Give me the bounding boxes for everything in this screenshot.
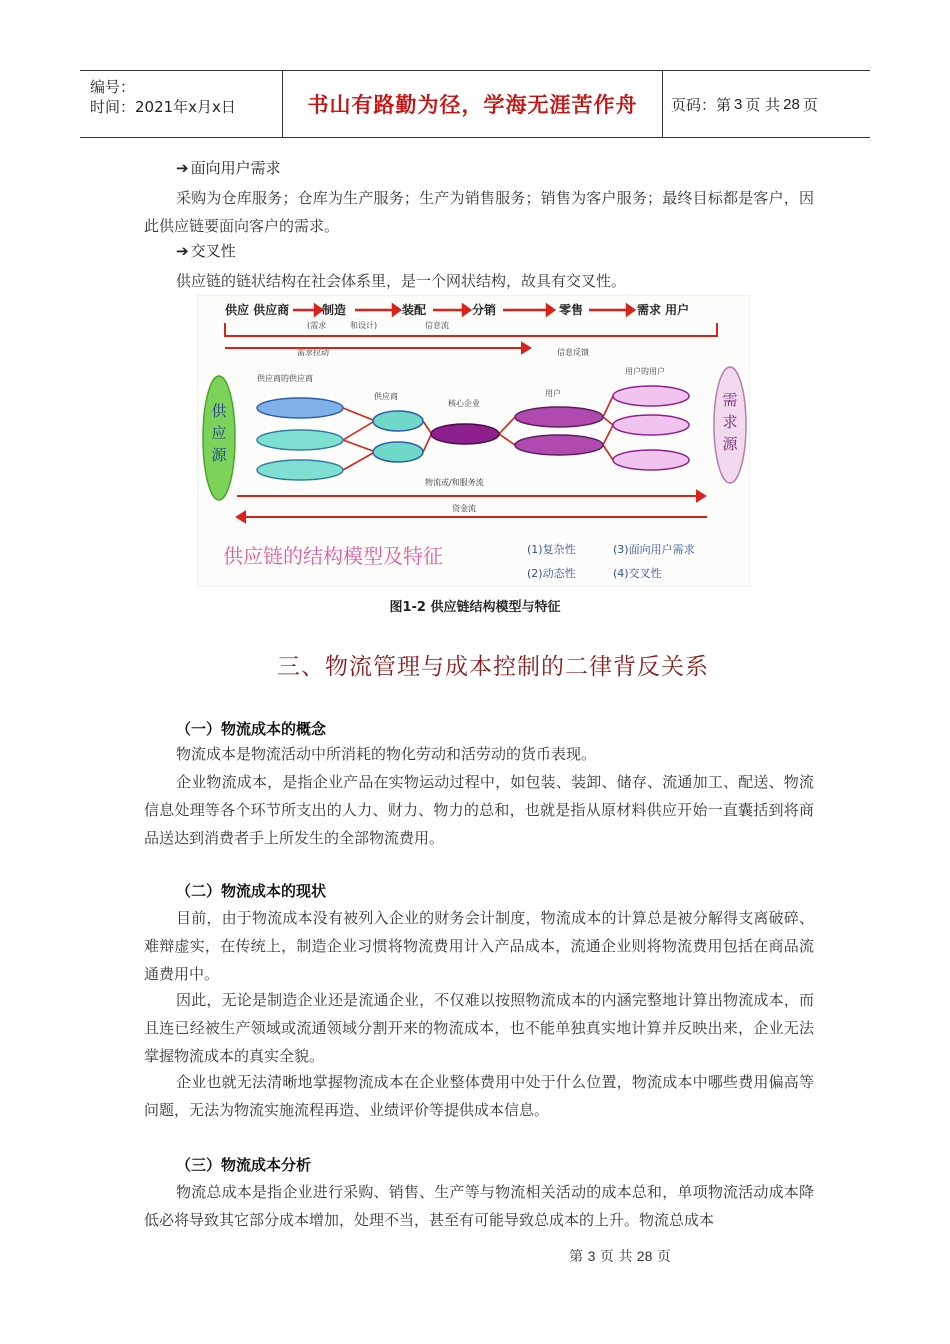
paragraph: 因此，无论是制造企业还是流通企业，不仅难以按照物流成本的内涵完整地计算出物流成本，而且连已经被生产领域或流通领域分割开来的物流成本，也不能单独真实地计算并反映出来，企业无法掌握物流成本的真实全貌。 xyxy=(144,991,814,1065)
chain-node-supplier: 供应 供应商 xyxy=(225,303,290,317)
core-label: 核心企业 xyxy=(448,399,480,408)
customer-label: 用户 xyxy=(545,389,561,398)
figure-caption: 图1-2 供应链结构模型与特征 xyxy=(389,600,561,615)
customer-of-customer-nodes xyxy=(613,386,689,470)
right-source-c3: 源 xyxy=(722,435,738,453)
chain-sub-design: 和设计) xyxy=(350,321,378,330)
customer-of-customer-label: 用户的用户 xyxy=(625,367,665,376)
left-source-c2: 应 xyxy=(211,424,227,442)
footer-suffix: 页 xyxy=(656,1249,671,1265)
arrow-right-icon: ➔ xyxy=(176,159,189,177)
paragraph: 目前，由于物流成本没有被列入企业的财务会计制度，物流成本的计算总是被分解得支离破碎、难辩虚实，在传统上，制造企业习惯将物流费用计入产品成本，流通企业则将物流费用包括在商品流通费用中。 xyxy=(144,909,814,983)
paragraph: 采购为仓库服务；仓库为生产服务；生产为销售服务；销售为客户服务；最终目标都是客户，因此供应链要面向客户的需求。 xyxy=(144,189,814,235)
chain-node-distribution: 分销 xyxy=(472,303,497,317)
page-mid: 页 共 xyxy=(745,95,781,114)
header-motto: 书山有路勤为径，学海无涯苦作舟 xyxy=(283,71,663,137)
paragraph: 企业也就无法清晰地掌握物流成本在企业整体费用中处于什么位置，物流成本中哪些费用偏高等问题，无法为物流实施流程再造、业绩评价等提供成本信息。 xyxy=(144,1073,814,1119)
bullet-customer-demand xyxy=(176,157,281,178)
feature-3: (3)面向用户需求 xyxy=(613,543,695,556)
paragraph: 物流总成本是指企业进行采购、销售、生产等与物流相关活动的成本总和，单项物流活动成本降低必将导致其它部分成本增加，处理不当，甚至有可能导致总成本的上升。物流总成本 xyxy=(144,1183,814,1229)
arrow-right-icon: ➔ xyxy=(176,242,189,260)
flow1-label: 物流或/和服务流 xyxy=(425,478,484,487)
supplier-of-supplier-nodes xyxy=(257,398,343,480)
supplier-of-supplier-label: 供应商的供应商 xyxy=(257,374,313,383)
figure-big-title: 供应链的结构模型及特征 xyxy=(223,544,443,568)
supplier-label: 供应商 xyxy=(374,392,398,401)
bullet-text: 面向用户需求 xyxy=(190,159,281,177)
page-prefix: 页码：第 xyxy=(671,95,732,114)
footer-page-number: 3 xyxy=(587,1248,596,1264)
left-source xyxy=(203,376,235,500)
right-source-c1: 需 xyxy=(722,391,738,409)
bullet-text: 交叉性 xyxy=(190,242,236,260)
footer-mid: 页 共 xyxy=(599,1249,633,1265)
footer-page-total: 28 xyxy=(636,1248,653,1264)
feature-1: (1)复杂性 xyxy=(527,543,576,556)
core-node xyxy=(431,424,499,444)
section-title: 三、物流管理与成本控制的二律背反关系 xyxy=(277,654,709,680)
supply-chain-figure xyxy=(197,295,750,587)
subsection-heading: （一）物流成本的概念 xyxy=(176,720,327,738)
page-total: 28 xyxy=(783,95,800,113)
subsection-heading: （二）物流成本的现状 xyxy=(176,882,327,900)
header-page-info xyxy=(663,71,870,137)
chain-node-manufacture: 制造 xyxy=(322,303,347,317)
bullet-crossing xyxy=(176,240,236,261)
chain-sub-info: 信息流 xyxy=(425,321,449,330)
right-source-c2: 求 xyxy=(722,413,738,431)
chain-node-assembly: 装配 xyxy=(402,303,427,317)
header-meta xyxy=(80,71,283,137)
feature-4: (4)交叉性 xyxy=(613,567,662,580)
paragraph: 供应链的链状结构在社会体系里，是一个网状结构，故具有交叉性。 xyxy=(176,272,627,290)
date-label: 时间：2021年x月x日 xyxy=(90,98,236,116)
footer-prefix: 第 xyxy=(569,1249,584,1265)
paragraph: 物流成本是物流活动中所消耗的物化劳动和活劳动的货币表现。 xyxy=(176,745,597,763)
code-label: 编号： xyxy=(90,78,136,96)
left-source-c1: 供 xyxy=(211,402,227,420)
chain-sub-demand: (需求 xyxy=(307,321,327,330)
page-number: 3 xyxy=(734,95,743,113)
flow2-label: 资金流 xyxy=(452,504,476,513)
page-header xyxy=(80,70,870,138)
mid-left-label: 需求拉动 xyxy=(297,348,329,357)
page-footer xyxy=(0,1246,950,1266)
subsection-heading: （三）物流成本分析 xyxy=(176,1156,312,1174)
chain-node-customer: 需求 用户 xyxy=(637,303,690,317)
paragraph: 企业物流成本，是指企业产品在实物运动过程中，如包装、装卸、储存、流通加工、配送、物流信息处理等各个环节所支出的人力、财力、物力的总和，也就是指从原材料供应开始一直囊括到将商品送达到消费者手上所发生的全部物流费用。 xyxy=(144,773,814,847)
page-suffix: 页 xyxy=(802,95,818,114)
feature-2: (2)动态性 xyxy=(527,567,576,580)
mid-right-label: 信息反馈 xyxy=(557,348,589,357)
right-source xyxy=(714,367,746,483)
chain-node-retail: 零售 xyxy=(559,303,584,317)
left-source-c3: 源 xyxy=(211,446,227,464)
